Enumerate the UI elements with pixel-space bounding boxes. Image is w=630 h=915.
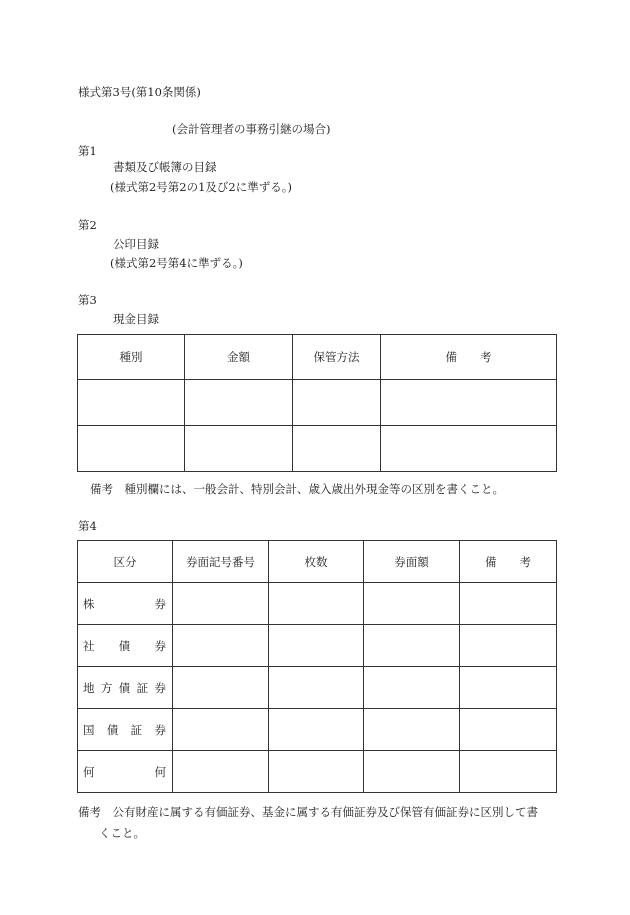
table-cell[interactable] (364, 751, 460, 793)
table-cell[interactable] (293, 380, 381, 426)
table-row (78, 667, 557, 709)
section1-title: 書類及び帳簿の目録 (113, 160, 217, 174)
table-cell[interactable] (185, 426, 293, 472)
table-row (78, 625, 557, 667)
table-cell[interactable] (78, 426, 185, 472)
section4-remark-line2: くこと。 (99, 826, 145, 840)
table-cell[interactable] (381, 426, 557, 472)
form-title: 様式第3号(第10条関係) (78, 85, 201, 99)
header-category: 区分 (78, 541, 173, 583)
section1-heading: 第1 (78, 144, 97, 158)
table-cell[interactable] (78, 380, 185, 426)
subtitle: (会計管理者の事務引継の場合) (172, 122, 331, 136)
table-cell[interactable] (460, 709, 557, 751)
table-cell[interactable] (269, 667, 364, 709)
table-cell[interactable] (173, 667, 269, 709)
section2-note: (様式第2号第4に準ずる。) (110, 256, 243, 270)
header-amount: 金額 (185, 335, 293, 380)
table-cell[interactable] (460, 583, 557, 625)
section2-heading: 第2 (78, 218, 97, 232)
table-header-row (78, 335, 557, 380)
table-cell[interactable] (364, 709, 460, 751)
row-label-corporate-bond: 社 債 券 (78, 625, 173, 667)
table-cell[interactable] (173, 583, 269, 625)
table-cell[interactable] (381, 380, 557, 426)
securities-inventory-table (77, 540, 557, 793)
header-count: 枚数 (269, 541, 364, 583)
table-cell[interactable] (269, 625, 364, 667)
table-row (78, 426, 557, 472)
table-row (78, 709, 557, 751)
row-label-stock: 株 券 (78, 583, 173, 625)
header-serial-number: 券面記号番号 (173, 541, 269, 583)
table-cell[interactable] (269, 751, 364, 793)
table-row (78, 751, 557, 793)
row-label-other: 何 何 (78, 751, 173, 793)
header-remarks: 備 考 (460, 541, 557, 583)
row-label-local-bond: 地 方 債 証 券 (78, 667, 173, 709)
table-cell[interactable] (364, 667, 460, 709)
section1-note: (様式第2号第2の1及び2に準ずる。) (110, 180, 292, 194)
section2-title: 公印目録 (113, 237, 159, 251)
table-cell[interactable] (173, 751, 269, 793)
table-cell[interactable] (460, 667, 557, 709)
section4-remark-line1: 備考 公有財産に属する有価証券、基金に属する有価証券及び保管有価証券に区別して書 (78, 805, 538, 819)
table-cell[interactable] (173, 625, 269, 667)
table-cell[interactable] (185, 380, 293, 426)
table-cell[interactable] (293, 426, 381, 472)
cash-inventory-table (77, 334, 557, 472)
table-cell[interactable] (269, 583, 364, 625)
row-label-government-bond: 国 債 証 券 (78, 709, 173, 751)
header-remarks: 備 考 (381, 335, 557, 380)
section4-remark (78, 802, 558, 844)
header-storage-method: 保管方法 (293, 335, 381, 380)
table-header-row (78, 541, 557, 583)
header-type: 種別 (78, 335, 185, 380)
section3-remark: 備考 種別欄には、一般会計、特別会計、歳入歳出外現金等の区別を書くこと。 (90, 482, 504, 496)
table-cell[interactable] (173, 709, 269, 751)
table-cell[interactable] (364, 583, 460, 625)
section3-heading: 第3 (78, 293, 97, 307)
table-row (78, 380, 557, 426)
table-row (78, 583, 557, 625)
header-face-value: 券面額 (364, 541, 460, 583)
section3-title: 現金目録 (113, 312, 159, 326)
section4-heading: 第4 (78, 519, 97, 533)
table-cell[interactable] (460, 751, 557, 793)
table-cell[interactable] (460, 625, 557, 667)
table-cell[interactable] (364, 625, 460, 667)
table-cell[interactable] (269, 709, 364, 751)
